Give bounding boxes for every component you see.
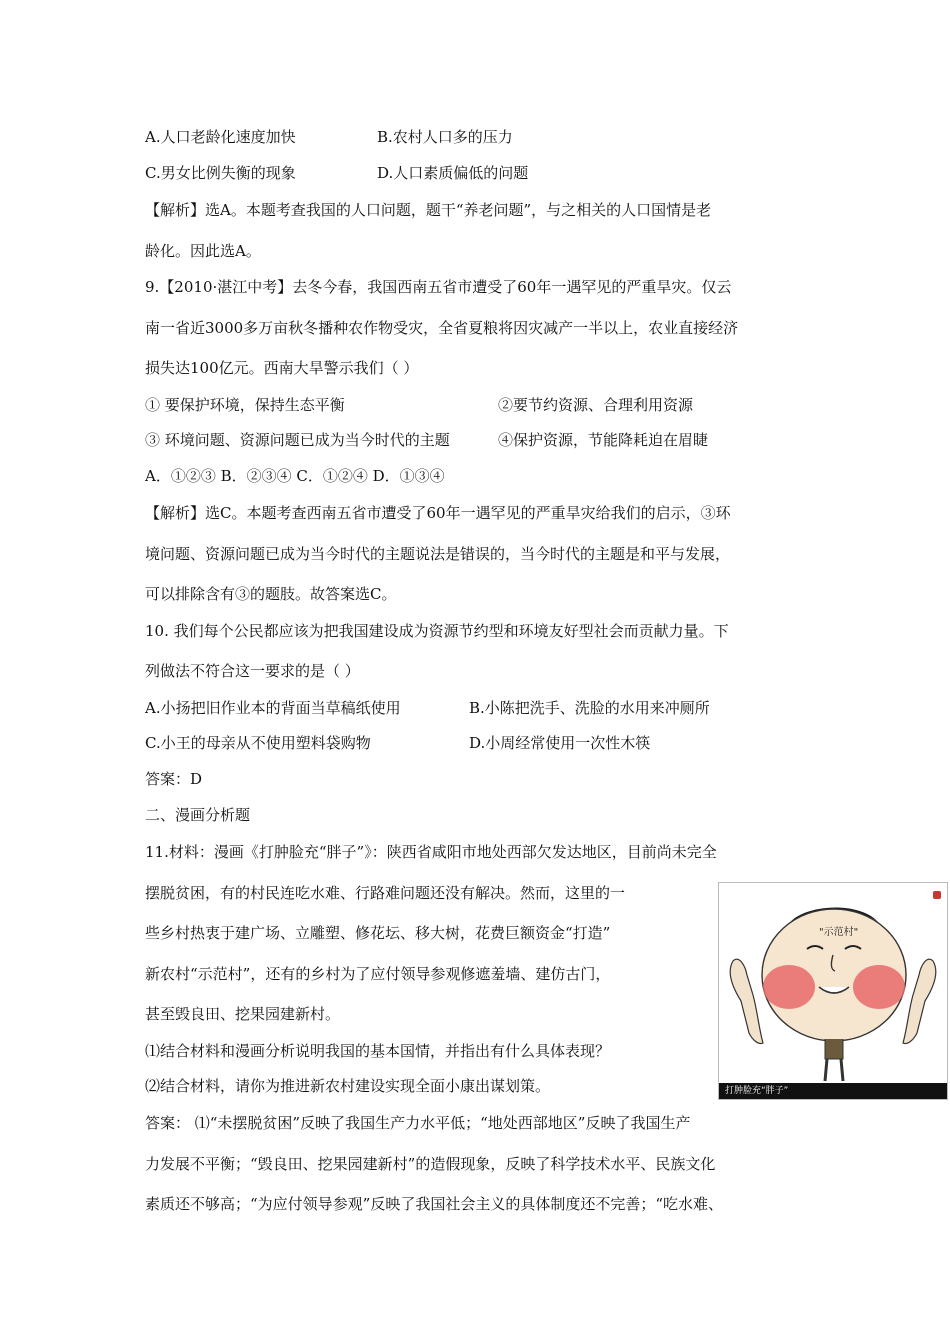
cartoon-drawing [719,883,947,1083]
q10-answer: 答案：D [145,770,203,788]
q10-option-a: A.小扬把旧作业本的背面当草稿纸使用 [145,699,401,717]
q9-analysis-line-2: 境问题、资源问题已成为当今时代的主题说法是错误的，当今时代的主题是和平与发展， [145,545,731,563]
q11-question-1: ⑴结合材料和漫画分析说明我国的基本国情，并指出有什么具体表现？ [145,1042,611,1060]
q9-analysis-line-1: 【解析】选C。本题考查西南五省市遭受了60年一遇罕见的严重旱灾给我们的启示，③环 [145,504,731,522]
q11-question-2: ⑵结合材料，请你为推进新农村建设实现全面小康出谋划策。 [145,1077,551,1095]
q10-option-d: D.小周经常使用一次性木筷 [469,734,651,752]
q11-material-line-3: 些乡村热衷于建广场、立雕塑、修花坛、移大树，花费巨额资金“打造” [145,924,611,942]
q11-answer-line-2: 力发展不平衡；“毁良田、挖果园建新村”的造假现象，反映了科学技术水平、民族文化 [145,1155,716,1173]
q9-item-3: ③ 环境问题、资源问题已成为当今时代的主题 [145,431,450,449]
q11-material-line-5: 甚至毁良田、挖果园建新村。 [145,1005,341,1023]
cartoon-face-text: "示范村" [819,927,859,938]
q10-stem-line-2: 列做法不符合这一要求的是（ ） [145,662,360,680]
q9-item-1: ① 要保护环境，保持生态平衡 [145,396,345,414]
q8-option-d: D.人口素质偏低的问题 [377,164,529,182]
q9-analysis-line-3: 可以排除含有③的题肢。故答案选C。 [145,585,397,603]
q9-stem-line-2: 南一省近3000多万亩秋冬播种农作物受灾，全省夏粮将因灾减产一半以上，农业直接经济 [145,319,739,337]
q11-answer-line-1: 答案： ⑴“未摆脱贫困”反映了我国生产力水平低；“地处西部地区”反映了我国生产 [145,1114,691,1132]
q9-item-2: ②要节约资源、合理利用资源 [498,396,694,414]
cartoon-illustration [718,882,948,1100]
q9-item-4: ④保护资源，节能降耗迫在眉睫 [498,431,709,449]
q8-option-a: A.人口老龄化速度加快 [145,128,296,146]
q8-option-b: B.农村人口多的压力 [377,128,513,146]
q11-answer-line-3: 素质还不够高；“为应付领导参观”反映了我国社会主义的具体制度还不完善；“吃水难、 [145,1195,724,1213]
q9-stem-line-3: 损失达100亿元。西南大旱警示我们（ ） [145,359,419,377]
q8-option-c: C.男女比例失衡的现象 [145,164,296,182]
section-title: 二、漫画分析题 [145,806,251,824]
q11-material-line-2: 摆脱贫困，有的村民连吃水难、行路难问题还没有解决。然而，这里的一 [145,884,626,902]
q9-stem-line-1: 9.【2010·湛江中考】去冬今春，我国西南五省市遭受了60年一遇罕见的严重旱灾。仅云 [145,278,732,296]
q10-option-b: B.小陈把洗手、洗脸的水用来冲厕所 [469,699,710,717]
q8-analysis-line-2: 龄化。因此选A。 [145,242,261,260]
q11-material-line-4: 新农村“示范村”，还有的乡村为了应付领导参观修遮羞墙、建仿古门， [145,965,611,983]
q9-options: A．①②③ B．②③④ C．①②④ D．①③④ [145,467,445,485]
cartoon-caption: 打肿脸充“胖子” [719,1083,947,1099]
q10-stem-line-1: 10. 我们每个公民都应该为把我国建设成为资源节约型和环境友好型社会而贡献力量。下 [145,622,729,640]
q11-material-line-1: 11.材料：漫画《打肿脸充“胖子”》：陕西省咸阳市地处西部欠发达地区，目前尚未完全 [145,843,717,861]
q10-option-c: C.小王的母亲从不使用塑料袋购物 [145,734,371,752]
q8-analysis-line-1: 【解析】选A。本题考查我国的人口问题，题干“养老问题”，与之相关的人口国情是老 [145,201,712,219]
